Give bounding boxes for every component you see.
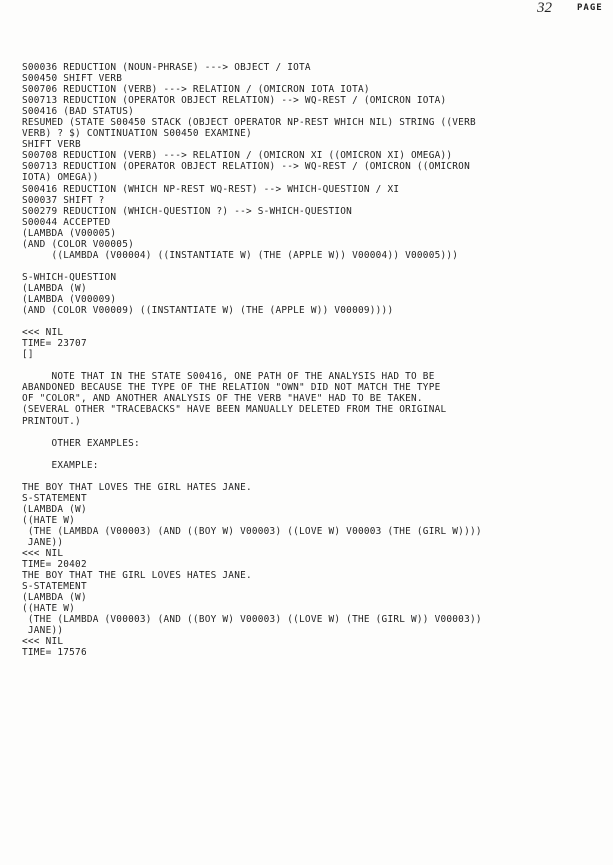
printout-line: ABANDONED BECAUSE THE TYPE OF THE RELATION "OWN" DID NOT MATCH THE TYPE xyxy=(22,382,441,394)
printout-line: EXAMPLE: xyxy=(22,459,99,471)
printout-line: (LAMBDA (W) xyxy=(22,282,87,294)
printout-line: S00416 (BAD STATUS) xyxy=(22,106,134,118)
printout-line: S00037 SHIFT ? xyxy=(22,194,105,206)
printout-line: THE BOY THAT THE GIRL LOVES HATES JANE. xyxy=(22,570,252,582)
printout-line: THE BOY THAT LOVES THE GIRL HATES JANE. xyxy=(22,481,252,493)
printout-line: (LAMBDA (V00005) xyxy=(22,227,117,239)
printout-line: [] xyxy=(22,349,34,361)
printout-line: S00713 REDUCTION (OPERATOR OBJECT RELATION) --> WQ-REST / (OMICRON IOTA) xyxy=(22,95,447,107)
printout-line: (LAMBDA (V00009) xyxy=(22,293,117,305)
printout-line: S00713 REDUCTION (OPERATOR OBJECT RELATION) --> WQ-REST / (OMICRON ((OMICRON xyxy=(22,161,470,173)
printout-line: S00706 REDUCTION (VERB) ---> RELATION / (OMICRON IOTA IOTA) xyxy=(22,84,370,96)
printout-line: S00279 REDUCTION (WHICH-QUESTION ?) --> S-WHICH-QUESTION xyxy=(22,205,353,217)
printout-line: RESUMED (STATE S00450 STACK (OBJECT OPERATOR NP-REST WHICH NIL) STRING ((VERB xyxy=(22,117,476,129)
printout-line: JANE)) xyxy=(22,537,64,549)
printout-line: (THE (LAMBDA (V00003) (AND ((BOY W) V00003) ((LOVE W) (THE (GIRL W)) V00003)) xyxy=(22,614,482,626)
printout-line xyxy=(22,360,482,371)
printout-line: S00708 REDUCTION (VERB) ---> RELATION / (OMICRON XI ((OMICRON XI) OMEGA)) xyxy=(22,150,453,162)
page-label: PAGE xyxy=(577,3,603,13)
printout-line: ((HATE W) xyxy=(22,603,76,615)
printout-line: <<< NIL xyxy=(22,636,64,648)
printout-line: OF "COLOR", AND ANOTHER ANALYSIS OF THE VERB "HAVE" HAD TO BE TAKEN. xyxy=(22,393,423,405)
printout-line xyxy=(22,471,482,482)
printout-line: S00450 SHIFT VERB xyxy=(22,73,123,85)
printout-line: VERB) ? $) CONTINUATION S00450 EXAMINE) xyxy=(22,128,252,140)
printout-line xyxy=(22,316,482,327)
printout-line: <<< NIL xyxy=(22,548,64,560)
printout-line: S00036 REDUCTION (NOUN-PHRASE) ---> OBJECT / IOTA xyxy=(22,62,311,73)
printout-line: ((LAMBDA (V00004) ((INSTANTIATE W) (THE (APPLE W)) V00004)) V00005))) xyxy=(22,249,459,261)
printout-line: SHIFT VERB xyxy=(22,139,81,151)
printout-text xyxy=(22,62,482,659)
printout-line: NOTE THAT IN THE STATE S00416, ONE PATH OF THE ANALYSIS HAD TO BE xyxy=(22,371,435,383)
printout-line: (SEVERAL OTHER "TRACEBACKS" HAVE BEEN MANUALLY DELETED FROM THE ORIGINAL xyxy=(22,404,447,416)
printout-line: OTHER EXAMPLES: xyxy=(22,437,140,449)
printout-line xyxy=(22,427,482,438)
printout-line: (THE (LAMBDA (V00003) (AND ((BOY W) V00003) ((LOVE W) V00003 (THE (GIRL W)))) xyxy=(22,525,482,537)
printout-line: PRINTOUT.) xyxy=(22,415,81,427)
printout-line: TIME= 17576 xyxy=(22,647,87,659)
printout-line xyxy=(22,449,482,460)
printout-line: <<< NIL xyxy=(22,327,64,339)
page-number: 32 xyxy=(537,0,552,16)
printout-line: S00044 ACCEPTED xyxy=(22,216,111,228)
printout-line: ((HATE W) xyxy=(22,514,76,526)
printout-line: S-STATEMENT xyxy=(22,492,87,504)
printout-line: (LAMBDA (W) xyxy=(22,503,87,515)
printout-line: S-WHICH-QUESTION xyxy=(22,271,117,283)
printout-line: TIME= 23707 xyxy=(22,338,87,350)
printout-line: (AND (COLOR V00005) xyxy=(22,238,134,250)
printout-line: IOTA) OMEGA)) xyxy=(22,172,99,184)
printout-line: JANE)) xyxy=(22,625,64,637)
printout-line: (LAMBDA (W) xyxy=(22,592,87,604)
printout-line xyxy=(22,261,482,272)
printout-line: S00416 REDUCTION (WHICH NP-REST WQ-REST) --> WHICH-QUESTION / XI xyxy=(22,183,400,195)
printout-line: S-STATEMENT xyxy=(22,581,87,593)
printout-line: TIME= 20402 xyxy=(22,559,87,571)
printout-line: (AND (COLOR V00009) ((INSTANTIATE W) (THE (APPLE W)) V00009)))) xyxy=(22,305,394,317)
